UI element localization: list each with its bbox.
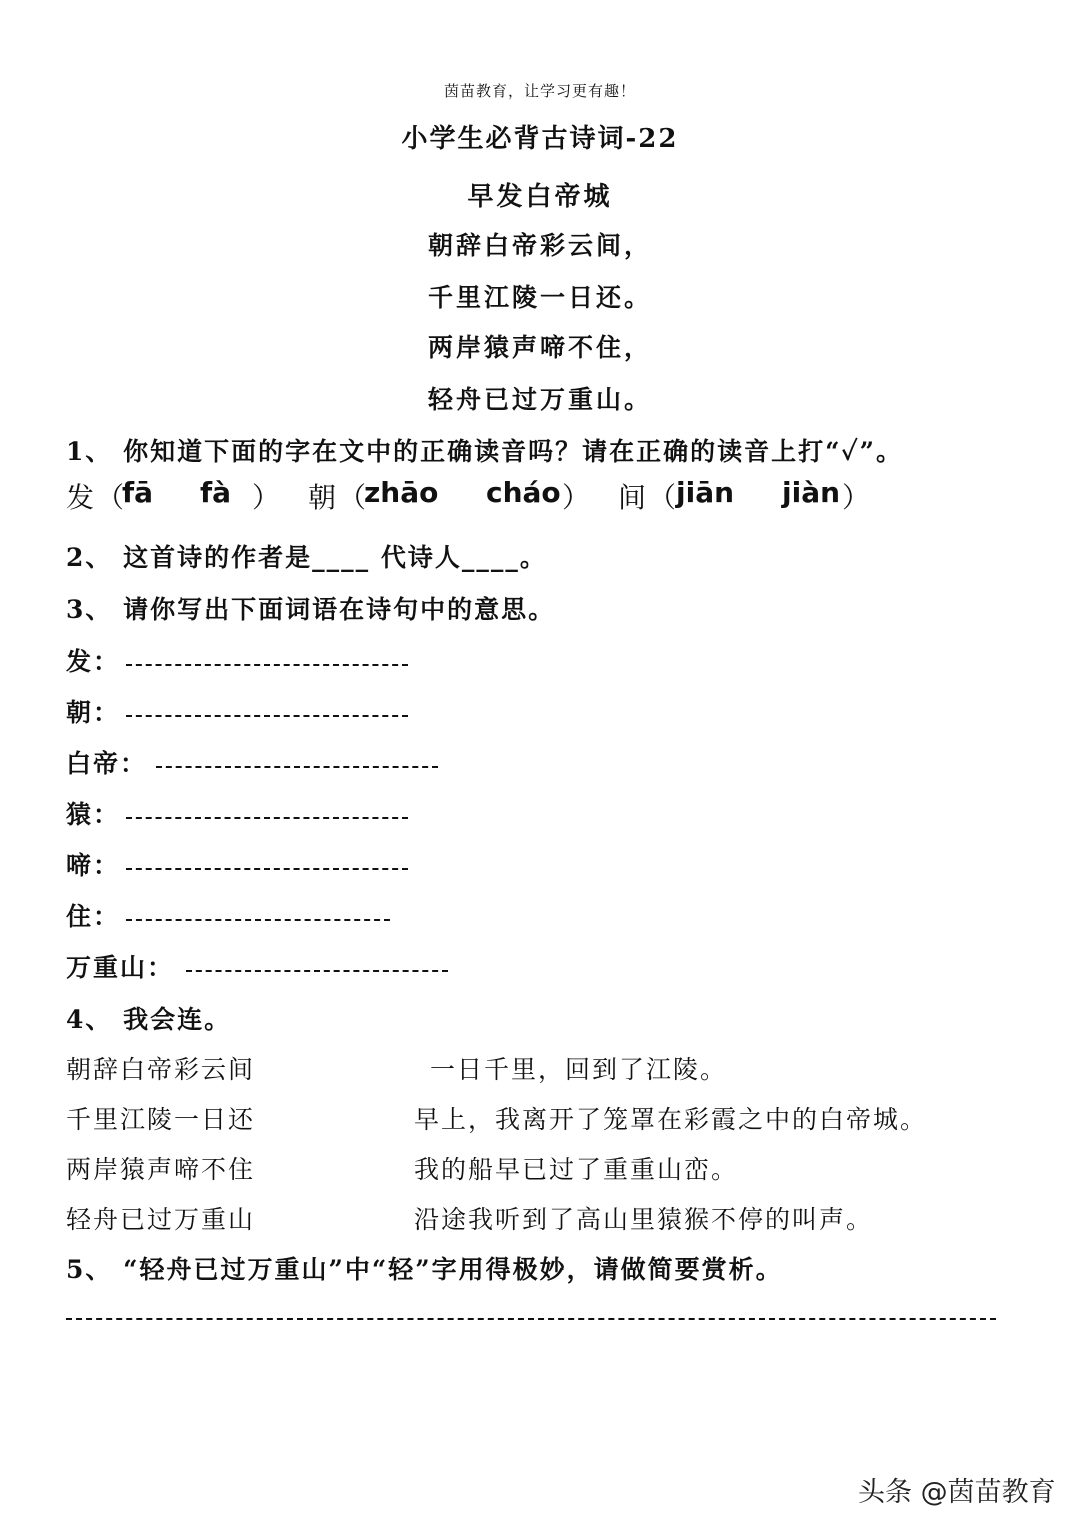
term-label: 朝： [66, 698, 121, 727]
pinyin-close-paren: ） [252, 481, 281, 514]
answer-line[interactable] [126, 664, 408, 666]
term-label: 发： [66, 647, 121, 676]
question-2-part3: 。 [519, 543, 547, 572]
answer-line[interactable] [156, 766, 438, 768]
pinyin-option-chao2[interactable]: cháo [486, 476, 561, 509]
pinyin-option-jian4[interactable]: jiàn [782, 476, 841, 509]
pinyin-open-paren: （ [338, 481, 367, 514]
pinyin-char-zhao: 朝 [308, 481, 337, 514]
match-left-item[interactable]: 两岸猿声啼不住 [66, 1155, 256, 1184]
poem-line-3: 两岸猿声啼不住， [427, 333, 652, 362]
answer-line[interactable] [66, 1318, 996, 1320]
question-5-text: 5、 “轻舟已过万重山”中“轻”字用得极妙，请做简要赏析。 [66, 1255, 783, 1284]
term-label: 白帝： [66, 749, 148, 778]
question-2 [66, 538, 547, 574]
term-label: 啼： [66, 851, 121, 880]
poem-line-4: 轻舟已过万重山。 [427, 385, 652, 414]
match-left-item[interactable]: 千里江陵一日还 [66, 1105, 256, 1134]
match-right-item[interactable]: 我的船早已过了重重山峦。 [414, 1155, 739, 1184]
question-2-part2: 代诗人 [370, 543, 462, 572]
match-left-item[interactable]: 轻舟已过万重山 [66, 1205, 256, 1234]
match-left-item[interactable]: 朝辞白帝彩云间 [66, 1055, 256, 1084]
match-right-item[interactable]: 沿途我听到了高山里猿猴不停的叫声。 [414, 1205, 874, 1234]
author-name-blank[interactable]: ____ [461, 543, 520, 572]
question-3-text: 3、 请你写出下面词语在诗句中的意思。 [66, 595, 556, 624]
answer-line[interactable] [126, 868, 408, 870]
pinyin-open-paren: （ [648, 481, 677, 514]
term-label: 猿： [66, 800, 121, 829]
answer-line[interactable] [126, 919, 390, 921]
question-2-part1: 2、 这首诗的作者是 [66, 543, 313, 572]
term-label: 住： [66, 902, 121, 931]
pinyin-option-fa4[interactable]: fà [200, 476, 232, 509]
pinyin-char-jian: 间 [618, 481, 647, 514]
poem-line-2: 千里江陵一日还。 [427, 283, 652, 312]
pinyin-option-zhao1[interactable]: zhāo [364, 476, 439, 509]
pinyin-option-fa1[interactable]: fā [122, 476, 154, 509]
answer-line[interactable] [126, 715, 408, 717]
answer-line[interactable] [186, 970, 448, 972]
term-label: 万重山： [66, 953, 175, 982]
question-1-text: 1、 你知道下面的字在文中的正确读音吗？请在正确的读音上打“✓”。 [66, 437, 903, 466]
pinyin-open-paren: （ [96, 481, 125, 514]
poem-line-1: 朝辞白帝彩云间， [427, 231, 652, 260]
pinyin-close-paren: ） [842, 481, 871, 514]
answer-line[interactable] [126, 817, 408, 819]
pinyin-char-fa: 发 [66, 481, 95, 514]
match-right-item[interactable]: 早上，我离开了笼罩在彩霞之中的白帝城。 [414, 1105, 928, 1134]
pinyin-close-paren: ） [562, 481, 591, 514]
document-title: 小学生必背古诗词-22 [401, 124, 679, 154]
pinyin-option-jian1[interactable]: jiān [676, 476, 735, 509]
question-4-text: 4、 我会连。 [66, 1005, 232, 1034]
match-right-item[interactable]: 一日千里，回到了江陵。 [430, 1055, 728, 1084]
poem-title: 早发白帝城 [467, 182, 613, 212]
watermark: 头条 @茵苗教育 [858, 1477, 1056, 1508]
header-slogan: 茵苗教育，让学习更有趣！ [443, 82, 636, 100]
author-dynasty-blank[interactable]: ____ [312, 543, 371, 572]
